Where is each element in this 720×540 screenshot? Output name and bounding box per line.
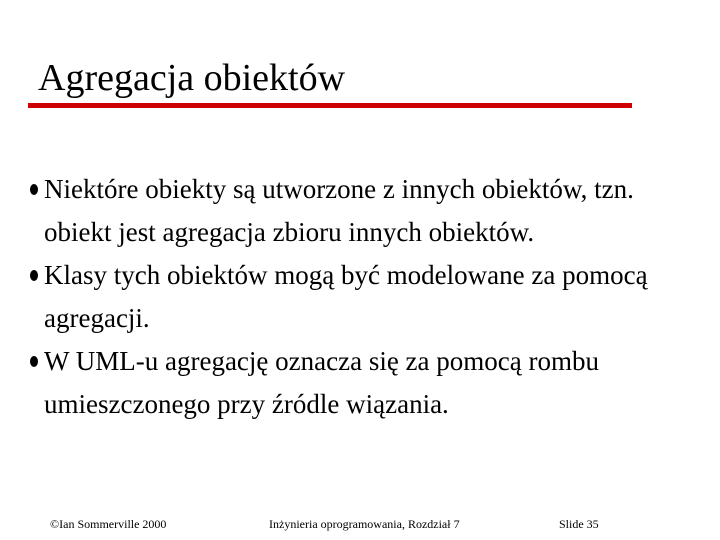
footer-slide-number: Slide 35 bbox=[559, 517, 599, 531]
footer-copyright: ©Ian Sommerville 2000 bbox=[50, 517, 167, 531]
slide-title: Agregacja obiektów bbox=[38, 57, 346, 99]
footer-course-title: Inżynieria oprogramowania, Rozdział 7 bbox=[269, 517, 460, 531]
bullet-text: W UML-u agregację oznacza się za pomocą rombu umieszczonego przy źródle wiązania. bbox=[44, 346, 599, 419]
bullet-text: Niektóre obiekty są utworzone z innych obiektów, tzn. obiekt jest agregacja zbioru innych obiektów. bbox=[44, 174, 634, 247]
bullet-list bbox=[0, 168, 720, 426]
bullet-dot-icon bbox=[30, 270, 38, 281]
title-underline bbox=[28, 103, 632, 108]
bullet-text: Klasy tych obiektów mogą być modelowane za pomocą agregacji. bbox=[44, 260, 648, 333]
bullet-dot-icon bbox=[30, 184, 38, 195]
bullet-item bbox=[0, 254, 664, 340]
bullet-item bbox=[0, 168, 664, 254]
bullet-item bbox=[0, 340, 664, 426]
bullet-dot-icon bbox=[30, 356, 38, 367]
